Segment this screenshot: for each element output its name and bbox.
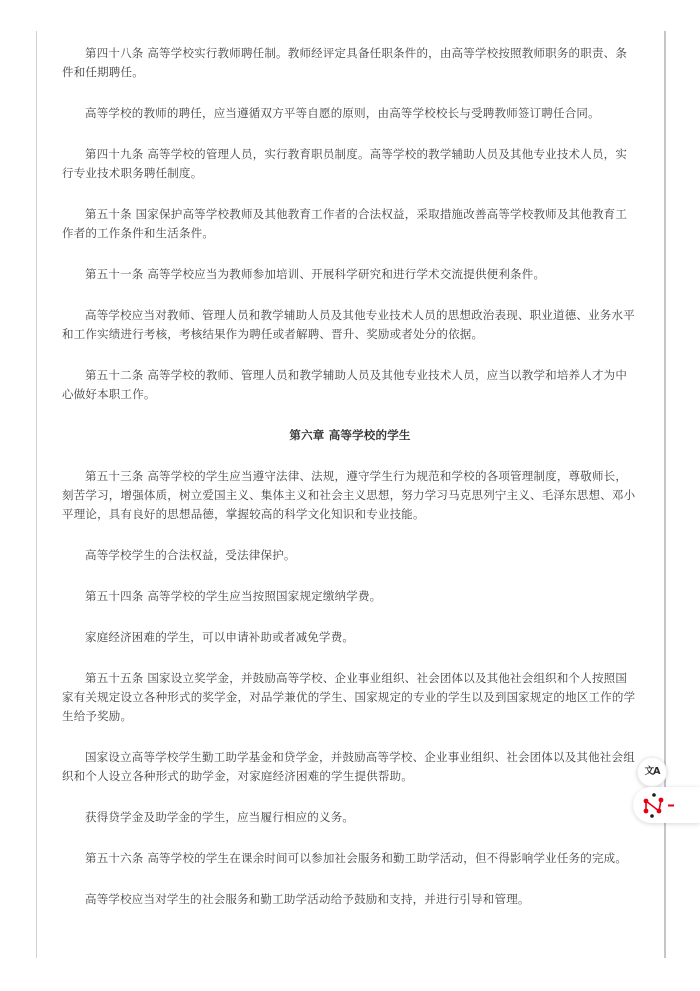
document-container [36,31,666,958]
law-paragraph: 第五十四条 高等学校的学生应当按照国家规定缴纳学费。 [85,589,382,603]
law-paragraph: 第五十二条 高等学校的教师、管理人员和教学辅助人员及其他专业技术人员，应当以教学和培养人才为中心做好本职工作。 [62,368,628,401]
law-paragraph: 高等学校学生的合法权益，受法律保护。 [85,548,296,562]
law-paragraph: 高等学校的教师的聘任，应当遵循双方平等自愿的原则，由高等学校校长与受聘教师签订聘任合同。 [85,106,600,120]
document-body [37,31,664,909]
law-paragraph: 国家设立高等学校学生勤工助学基金和贷学金，并鼓励高等学校、企业事业组织、社会团体以及其他社会组织和个人设立各种形式的助学金，对家庭经济困难的学生提供帮助。 [62,750,635,783]
law-paragraph: 第四十九条 高等学校的管理人员，实行教育职员制度。高等学校的教学辅助人员及其他专业技术人员，实行专业技术职务聘任制度。 [62,147,628,180]
translate-button[interactable] [637,757,667,787]
law-paragraph: 高等学校应当对教师、管理人员和教学辅助人员及其他专业技术人员的思想政治表现、职业道德、业务水平和工作实绩进行考核，考核结果作为聘任或者解聘、晋升、奖励或者处分的依据。 [62,308,635,341]
law-paragraph: 家庭经济困难的学生，可以申请补助或者减免学费。 [85,630,355,644]
law-paragraph: 第五十五条 国家设立奖学金，并鼓励高等学校、企业事业组织、社会团体以及其他社会组织和个人按照国家有关规定设立各种形式的奖学金，对品学兼优的学生、国家规定的专业的学生以及到国家规定的地区工作的学生给予奖励。 [62,671,636,723]
law-paragraph: 第五十条 国家保护高等学校教师及其他教育工作者的合法权益，采取措施改善高等学校教师及其他教育工作者的工作条件和生活条件。 [62,207,628,240]
law-paragraph: 第五十六条 高等学校的学生在课余时间可以参加社会服务和勤工助学活动，但不得影响学业任务的完成。 [85,851,628,865]
network-graph-icon [640,792,674,818]
law-paragraph: 获得贷学金及助学金的学生，应当履行相应的义务。 [85,810,355,824]
law-paragraph: 第五十三条 高等学校的学生应当遵守法律、法规，遵守学生行为规范和学校的各项管理制度，尊敬师长，刻苦学习，增强体质，树立爱国主义、集体主义和社会主义思想，努力学习马克思列宁主义、毛泽东思想、邓小平理论，具有良好的思想品德，掌握较高的科学文化知识和专业技能。 [62,469,636,521]
law-paragraph: 第四十八条 高等学校实行教师聘任制。教师经评定具备任职条件的，由高等学校按照教师职务的职责、条件和任期聘任。 [62,46,628,79]
chapter-heading: 第六章 高等学校的学生 [289,428,411,442]
law-paragraph: 第五十一条 高等学校应当为教师参加培训、开展科学研究和进行学术交流提供便利条件。 [85,267,546,281]
translate-icon: 文A [644,766,660,778]
extension-button[interactable] [633,787,700,823]
law-paragraph: 高等学校应当对学生的社会服务和勤工助学活动给予鼓励和支持，并进行引导和管理。 [85,892,530,906]
